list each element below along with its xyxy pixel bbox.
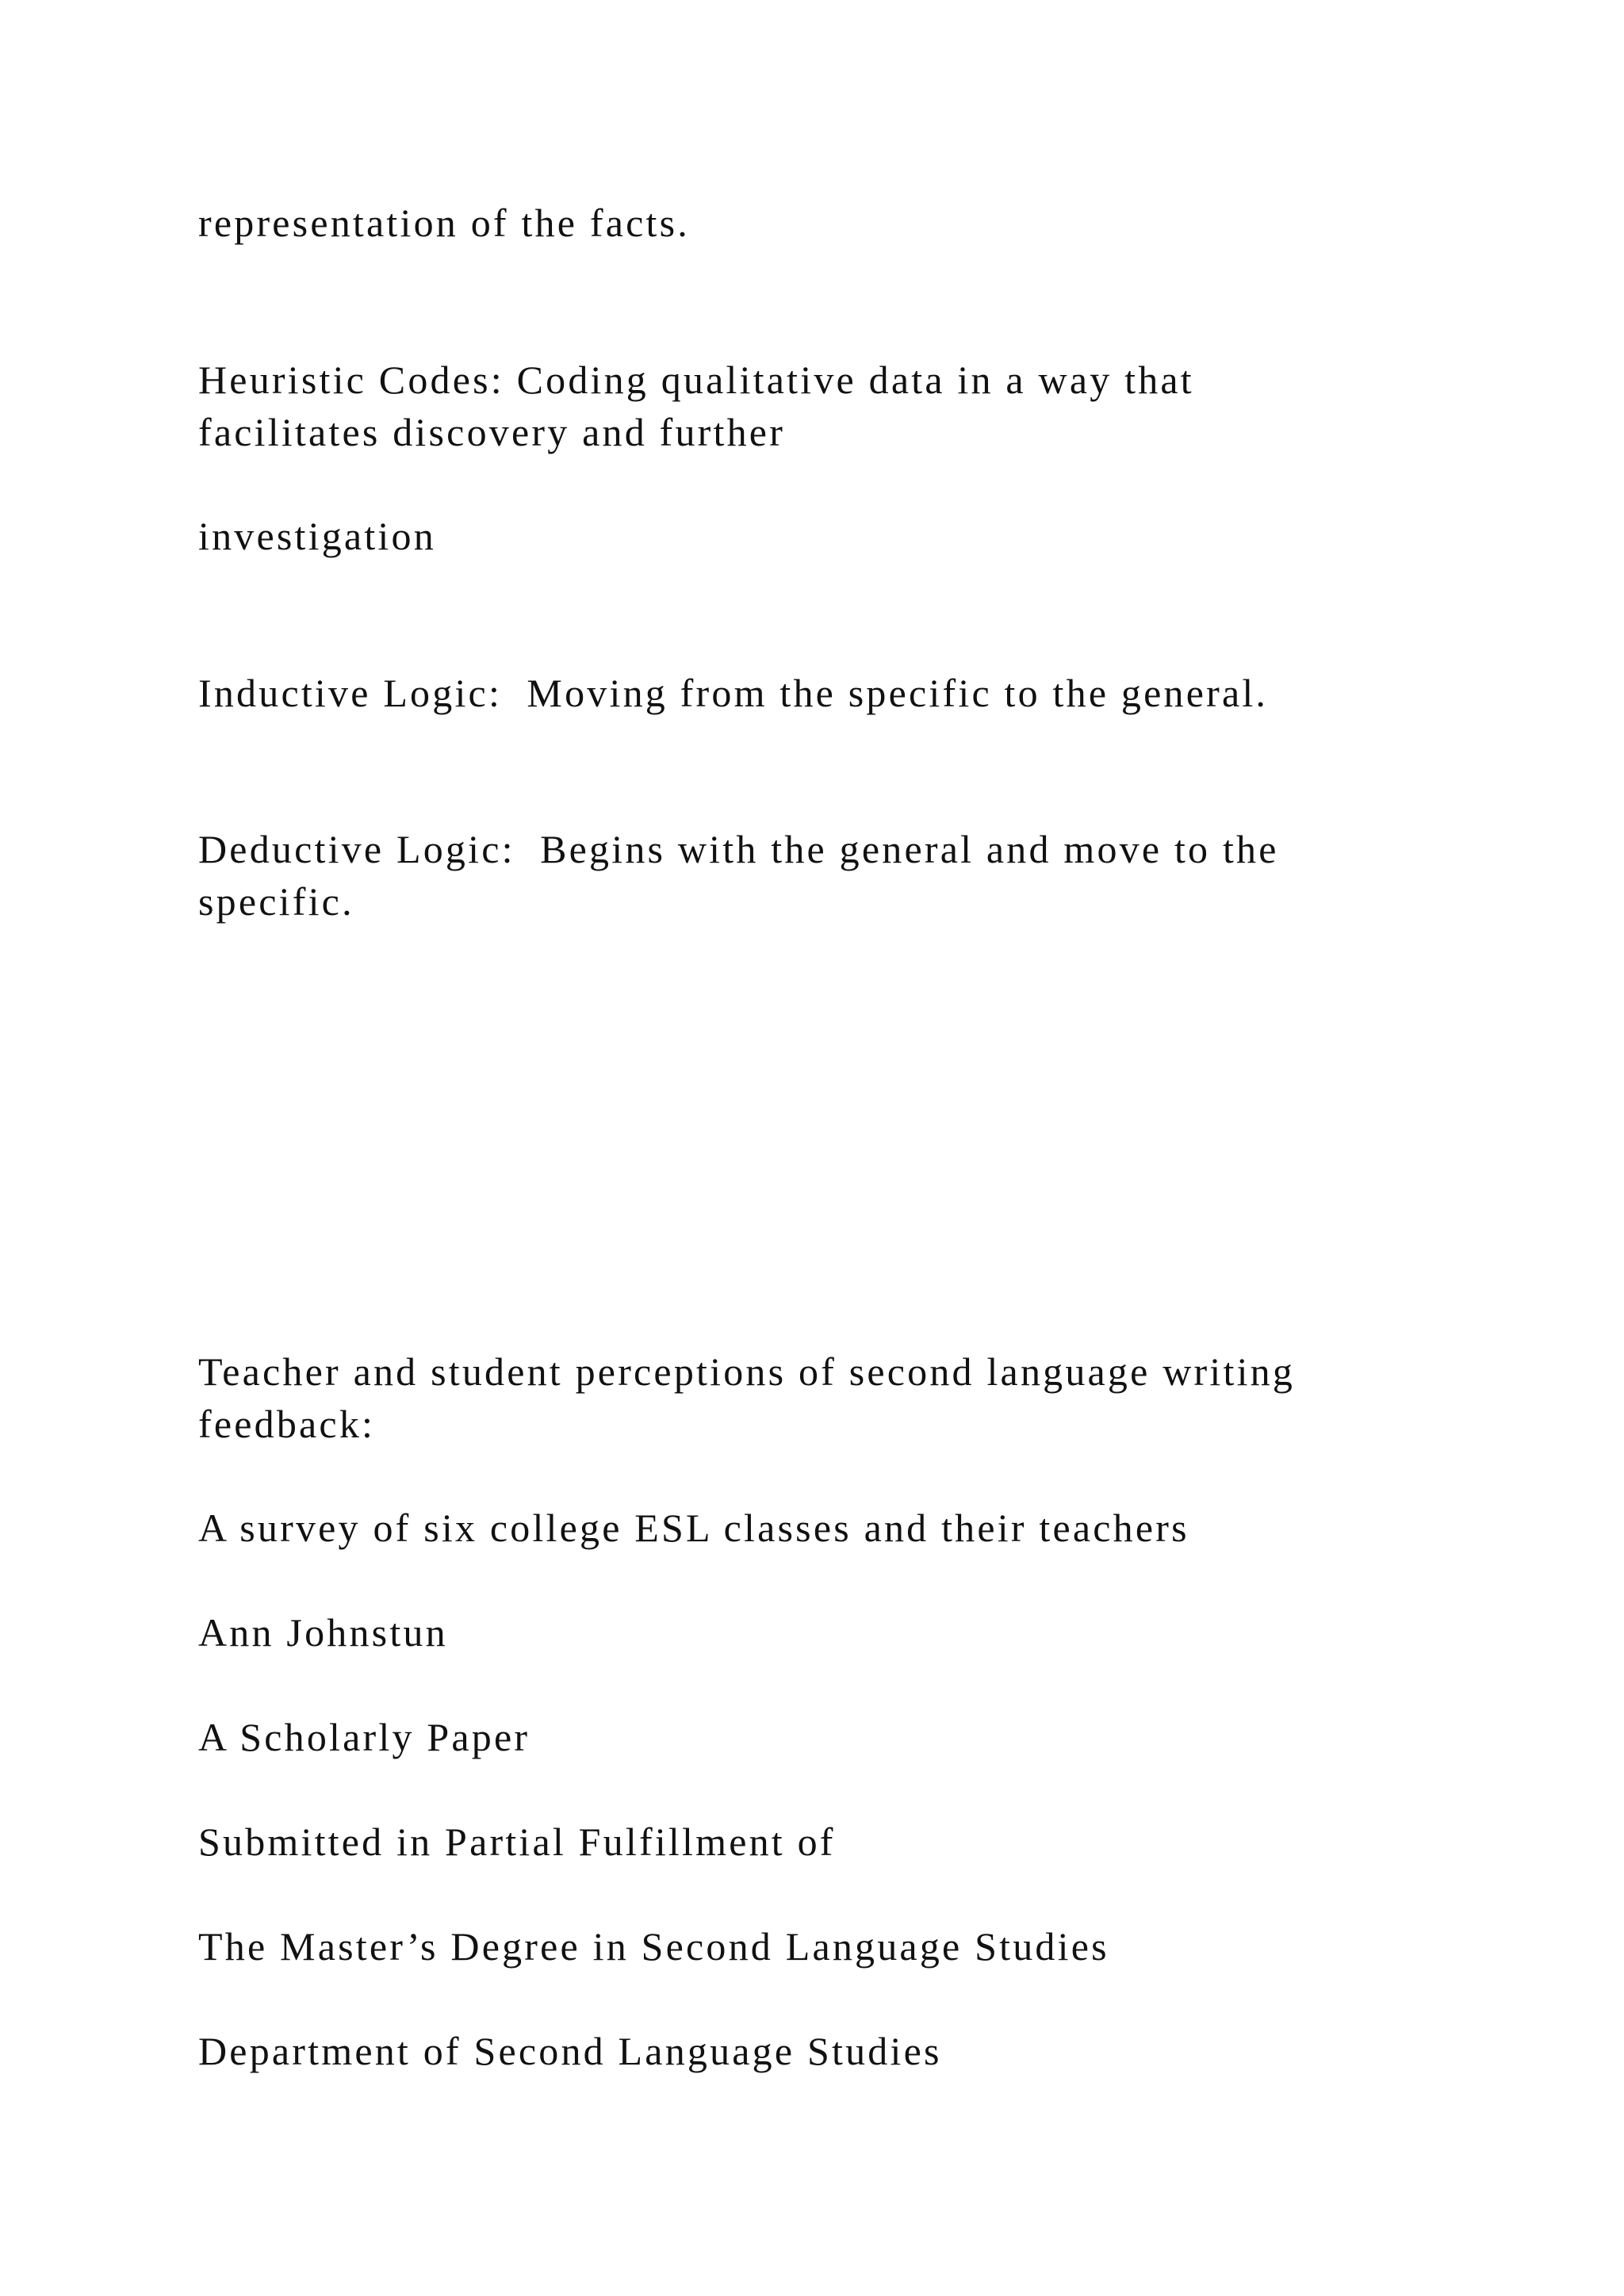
degree-name: The Master’s Degree in Second Language Studies (198, 1924, 1109, 1969)
department-name: Department of Second Language Studies (198, 2029, 942, 2073)
text-line-facts: representation of the facts. (198, 201, 690, 245)
author-name: Ann Johnstun (198, 1610, 448, 1655)
text-line-deductive-logic: Deductive Logic: Begins with the general and move to the (198, 827, 1279, 871)
text-line-investigation: investigation (198, 514, 436, 558)
text-line-deductive-continued: specific. (198, 879, 354, 924)
text-line-heuristic-continued: facilitates discovery and further (198, 410, 786, 454)
text-line-inductive-logic: Inductive Logic: Moving from the specific to the general. (198, 671, 1269, 715)
paper-title-line-1: Teacher and student perceptions of second language writing (198, 1349, 1296, 1394)
paper-type: A Scholarly Paper (198, 1715, 530, 1759)
text-line-heuristic-codes: Heuristic Codes: Coding qualitative data in a way that (198, 358, 1194, 402)
submission-statement: Submitted in Partial Fulfillment of (198, 1820, 836, 1864)
paper-subtitle: A survey of six college ESL classes and their teachers (198, 1506, 1189, 1550)
paper-title-line-2: feedback: (198, 1402, 376, 1446)
